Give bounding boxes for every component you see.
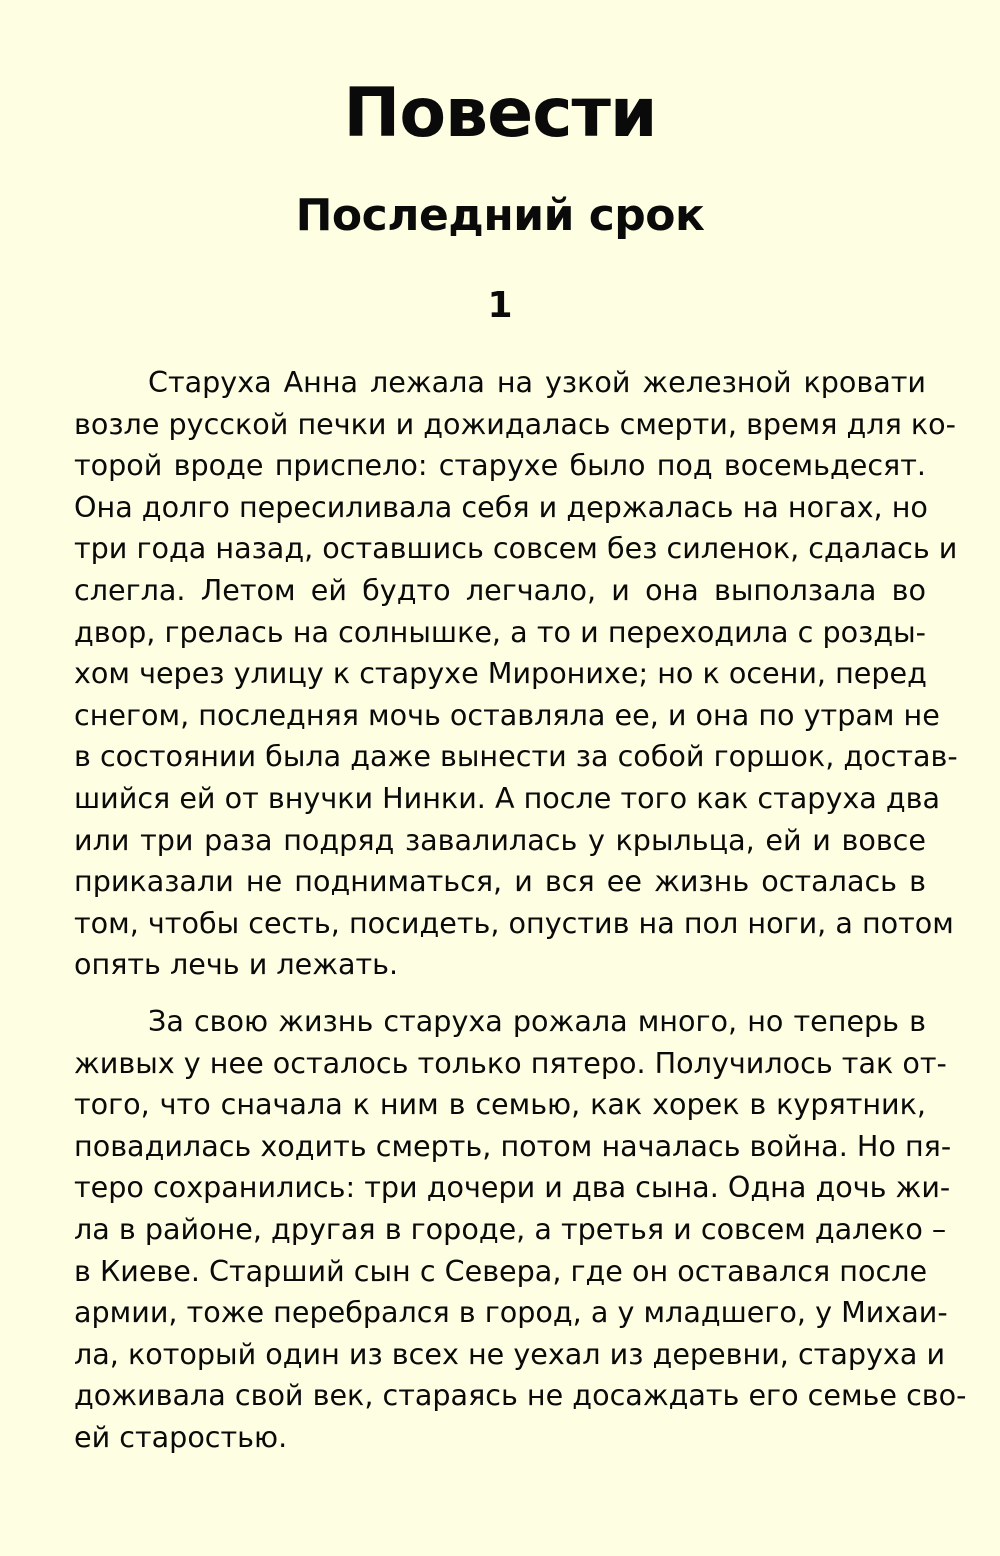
text-line: приказали не подниматься, и вся ее жизнь осталась в [74,864,926,899]
text-line: слегла. Летом ей будто легчало, и она выползала во [74,572,926,607]
text-line: За свою жизнь старуха рожала много, но теперь в [148,1004,926,1038]
text-line: двор, грелась на солнышке, а то и переходила с розды- [74,614,926,649]
chapter-number: 1 [487,285,513,326]
text-line: доживала свой век, стараясь не досаждать его семье сво- [74,1378,967,1413]
text-line: ей старостью. [74,1419,288,1454]
text-line: три года назад, оставшись совсем без силенок, сдалась и [74,531,958,566]
text-line: повадилась ходить смерть, потом началась война. Но пя- [74,1128,952,1163]
text-line: снегом, последняя мочь оставляла ее, и она по утрам не [74,697,940,732]
text-line: торой вроде приспело: старухе было под восемьдесят. [74,448,926,483]
paragraph [74,362,958,986]
text-line: того, что сначала к ним в семью, как хорек в курятник, [74,1087,926,1122]
text-line: ла в районе, другая в городе, а третья и совсем далеко – [74,1211,947,1246]
book-title: Повести [343,74,657,153]
text-line: теро сохранились: три дочери и два сына. Одна дочь жи- [74,1170,951,1205]
text-line: в состоянии была даже вынести за собой горшок, достав- [74,739,958,774]
text-line: ла, который один из всех не уехал из деревни, старуха и [74,1336,946,1371]
text-line: живых у нее осталось только пятеро. Получилось так от- [74,1045,947,1080]
text-line: опять лечь и лежать. [74,947,399,982]
text-line: армии, тоже перебрался в город, а у младшего, у Михаи- [74,1295,948,1330]
text-line: в Киеве. Старший сын с Севера, где он оставался после [74,1253,928,1288]
text-line: шийся ей от внучки Нинки. А после того как старуха два [74,780,941,815]
text-line: Она долго пересиливала себя и держалась на ногах, но [74,489,928,524]
text-line: том, чтобы сесть, посидеть, опустив на пол ноги, а потом [74,905,954,940]
story-title: Последний срок [295,190,705,241]
text-line: возле русской печки и дожидалась смерти, время для ко- [74,406,956,441]
text-line: или три раза подряд завалилась у крыльца, ей и вовсе [74,822,926,857]
text-line: Старуха Анна лежала на узкой железной кровати [148,365,926,399]
paragraph [74,1001,967,1459]
text-line: хом через улицу к старухе Миронихе; но к осени, перед [74,656,927,691]
